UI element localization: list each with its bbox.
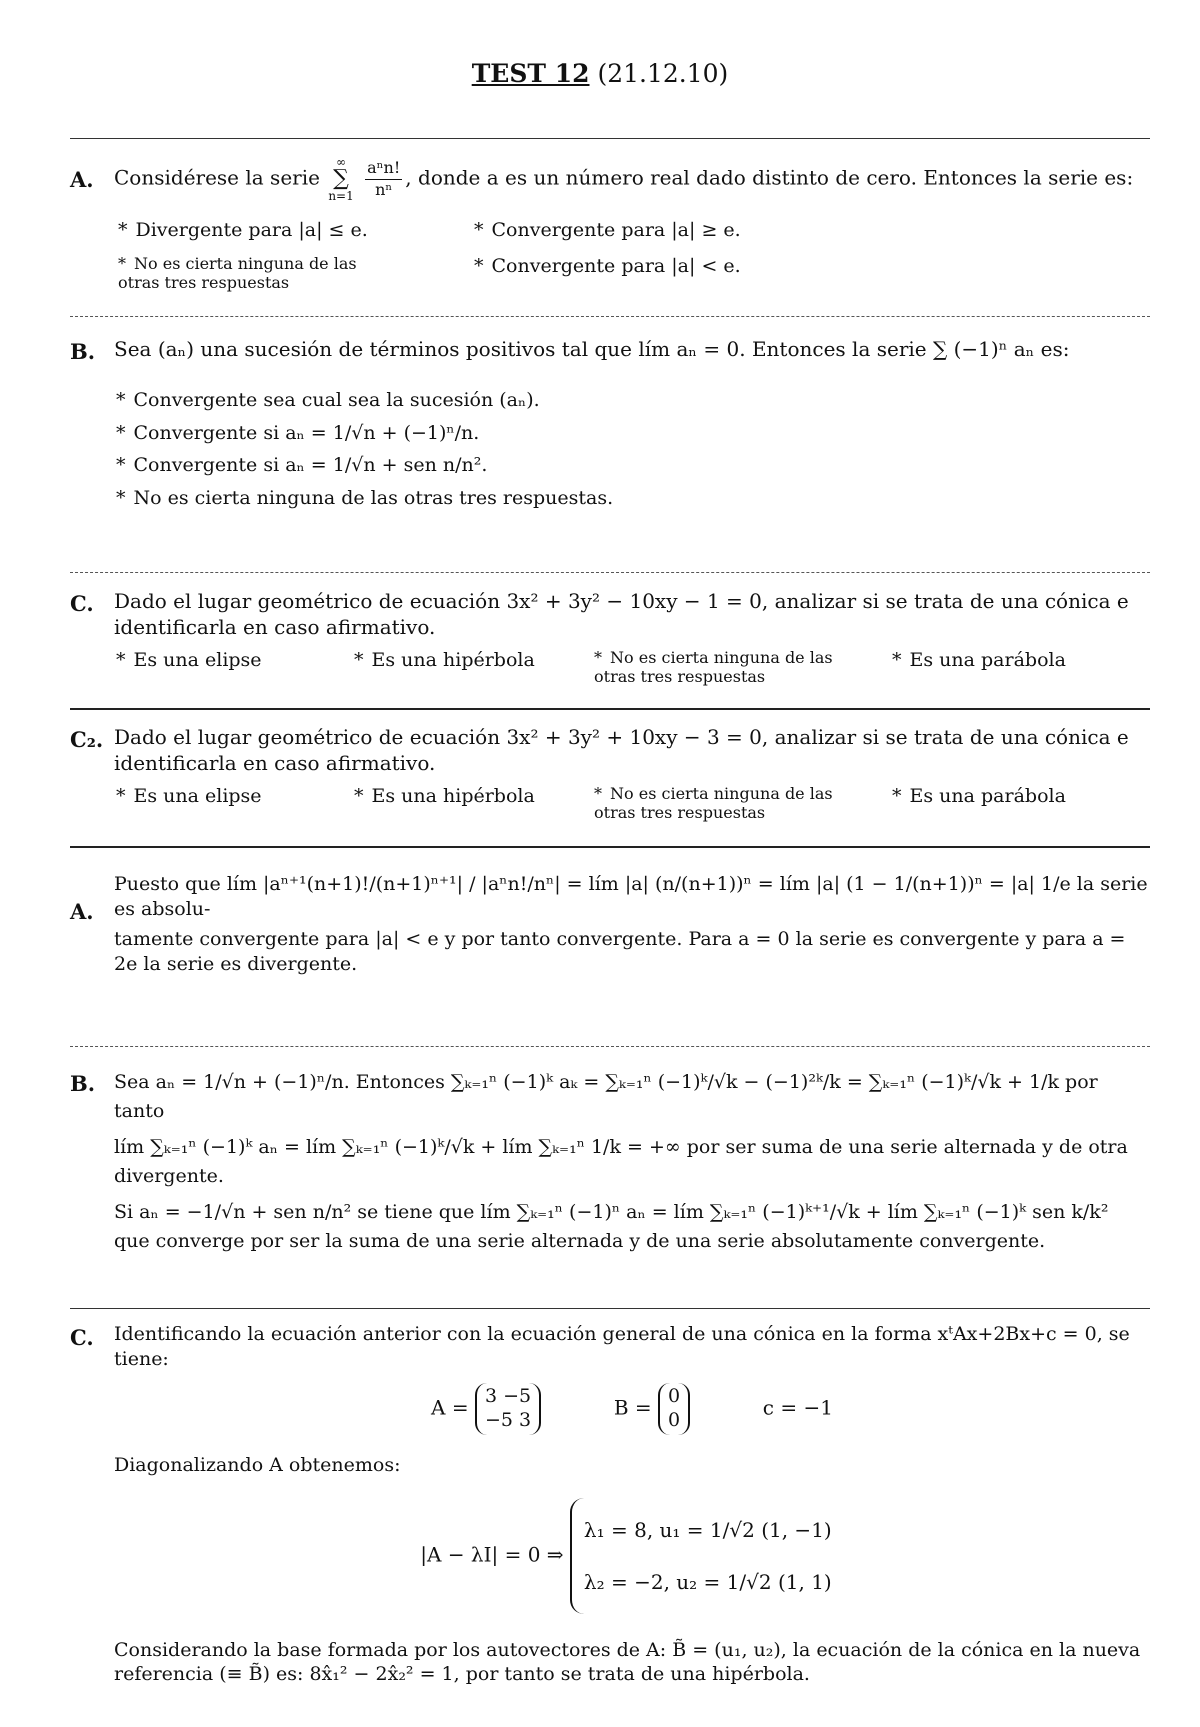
matrix-b-label: B =: [613, 1395, 652, 1420]
solution-text: [114, 1068, 1150, 1263]
divider: [70, 138, 1150, 139]
divider: [70, 316, 1150, 317]
solution-line: Si aₙ = −1/√n + sen n/n² se tiene que lím ∑ₖ₌₁ⁿ (−1)ⁿ aₙ = lím ∑ₖ₌₁ⁿ (−1)ᵏ⁺¹/√k + lím ∑ₖ₌₁ⁿ (−1)ᵏ sen k/k² que converge por ser la suma de una serie alternada y de una serie absolutamente convergente.: [114, 1200, 1109, 1253]
divider: [70, 572, 1150, 573]
question-stem: Dado el lugar geométrico de ecuación 3x² + 3y² + 10xy − 3 = 0, analizar si se trata de una cónica e identificarla en caso afirmativo.: [114, 725, 1129, 775]
option-4[interactable]: * Es una parábola: [892, 649, 1066, 671]
option-4[interactable]: * Convergente para |a| < e.: [474, 255, 741, 277]
constant-c: c = −1: [762, 1395, 833, 1420]
question-label: A.: [70, 167, 94, 192]
eigen-brace: [570, 1498, 844, 1614]
question-stem: Dado el lugar geométrico de ecuación 3x² + 3y² − 10xy − 1 = 0, analizar si se trata de una cónica e identificarla en caso afirmativo.: [114, 589, 1129, 639]
option-3[interactable]: * No es cierta ninguna de las otras tres respuestas: [594, 648, 833, 687]
eigen-2: λ₂ = −2, u₂ = 1/√2 (1, 1): [583, 1569, 832, 1594]
option-4[interactable]: * No es cierta ninguna de las otras tres respuestas.: [116, 487, 614, 510]
divider: [70, 846, 1150, 848]
question-label: B.: [70, 339, 96, 364]
eigen-1: λ₁ = 8, u₁ = 1/√2 (1, −1): [583, 1517, 832, 1542]
question-c: [70, 586, 1150, 706]
solution-label: B.: [70, 1071, 96, 1096]
matrix-a-label: A =: [431, 1395, 469, 1420]
question-b: [70, 330, 1150, 560]
characteristic-equation: |A − λI| = 0 ⇒: [420, 1542, 564, 1567]
option-3[interactable]: * No es cierta ninguna de las otras tres respuestas: [118, 254, 357, 293]
option-3[interactable]: * No es cierta ninguna de las otras tres respuestas: [594, 784, 833, 823]
solution-text: [114, 872, 1150, 983]
solution-line: tamente convergente para |a| < e y por tanto convergente. Para a = 0 la serie es convergente y para a = 2e la serie es divergente.: [114, 928, 1126, 976]
stem-text-post: , donde a es un número real dado distinto de cero. Entonces la serie es:: [405, 165, 1134, 190]
option-4[interactable]: * Es una parábola: [892, 785, 1066, 807]
question-a: [70, 150, 1150, 300]
matrix-row: [114, 1383, 1150, 1435]
series-term: $\frac{\text{aⁿn!}}{\text{nⁿ}}$: [367, 157, 401, 199]
option-1[interactable]: * Es una elipse: [116, 649, 262, 671]
stem-text: Considérese la serie: [114, 165, 320, 190]
solution-line: Identificando la ecuación anterior con la ecuación general de una cónica en la forma xᵗAx+2Bx+c = 0, se tiene:: [114, 1323, 1130, 1370]
question-label: C₂.: [70, 727, 104, 752]
question-stem: [114, 156, 1150, 202]
divider: [70, 708, 1150, 710]
solution-a: [70, 858, 1150, 1038]
page-title: [0, 58, 1200, 91]
solution-line: Puesto que lím |aⁿ⁺¹(n+1)!/(n+1)ⁿ⁺¹| / |aⁿn!/nⁿ| = lím |a| (n/(n+1))ⁿ = lím |a| (1 − 1/(n+1))ⁿ = |a| 1/e la serie es absolu-: [114, 873, 1148, 920]
option-1[interactable]: * Convergente sea cual sea la sucesión (aₙ).: [116, 389, 540, 411]
eigen-system: [114, 1498, 1150, 1614]
solution-line: lím ∑ₖ₌₁ⁿ (−1)ᵏ aₙ = lím ∑ₖ₌₁ⁿ (−1)ᵏ/√k + lím ∑ₖ₌₁ⁿ 1/k = +∞ por ser suma de una serie alternada y de otra divergente.: [114, 1135, 1128, 1188]
option-2[interactable]: * Es una hipérbola: [354, 649, 535, 671]
test-date: (21.12.10): [597, 59, 729, 88]
matrix-a: 3 −5 −5 3: [475, 1383, 541, 1435]
solution-label: A.: [70, 899, 94, 924]
solution-b: [70, 1058, 1150, 1298]
option-1[interactable]: * Es una elipse: [116, 785, 262, 807]
test-title: TEST 12: [471, 59, 590, 88]
option-2[interactable]: * Convergente para |a| ≥ e.: [474, 219, 741, 241]
option-2[interactable]: * Es una hipérbola: [354, 785, 535, 807]
question-c2: [70, 722, 1150, 842]
solution-c: [70, 1320, 1150, 1720]
option-2[interactable]: * Convergente si aₙ = 1/√n + (−1)ⁿ/n.: [116, 421, 480, 444]
sum-symbol: ∞ ∑ n=1: [328, 155, 354, 203]
question-stem: Sea (aₙ) una sucesión de términos positivos tal que lím aₙ = 0. Entonces la serie ∑ (−1)ⁿ aₙ es:: [114, 337, 1070, 361]
question-label: C.: [70, 591, 94, 616]
divider: [70, 1308, 1150, 1309]
solution-line: Diagonalizando A obtenemos:: [114, 1453, 401, 1476]
divider: [70, 1046, 1150, 1047]
solution-line: Sea aₙ = 1/√n + (−1)ⁿ/n. Entonces ∑ₖ₌₁ⁿ (−1)ᵏ aₖ = ∑ₖ₌₁ⁿ (−1)ᵏ/√k − (−1)²ᵏ/k = ∑ₖ₌₁ⁿ (−1)ᵏ/√k + 1/k por tanto: [114, 1071, 1098, 1123]
matrix-b: 0 0: [658, 1383, 690, 1435]
solution-label: C.: [70, 1325, 94, 1350]
option-list: [116, 388, 1152, 519]
option-1[interactable]: * Divergente para |a| ≤ e.: [118, 219, 368, 241]
solution-text: [114, 1322, 1150, 1693]
option-3[interactable]: * Convergente si aₙ = 1/√n + sen n/n².: [116, 454, 488, 477]
solution-line: Considerando la base formada por los autovectores de A: B̃ = (u₁, u₂), la ecuación de la cónica en la nueva referencia (≡ B̃) es: 8x̂₁² − 2x̂₂² = 1, por tanto se trata de una hipérbola.: [114, 1638, 1141, 1686]
